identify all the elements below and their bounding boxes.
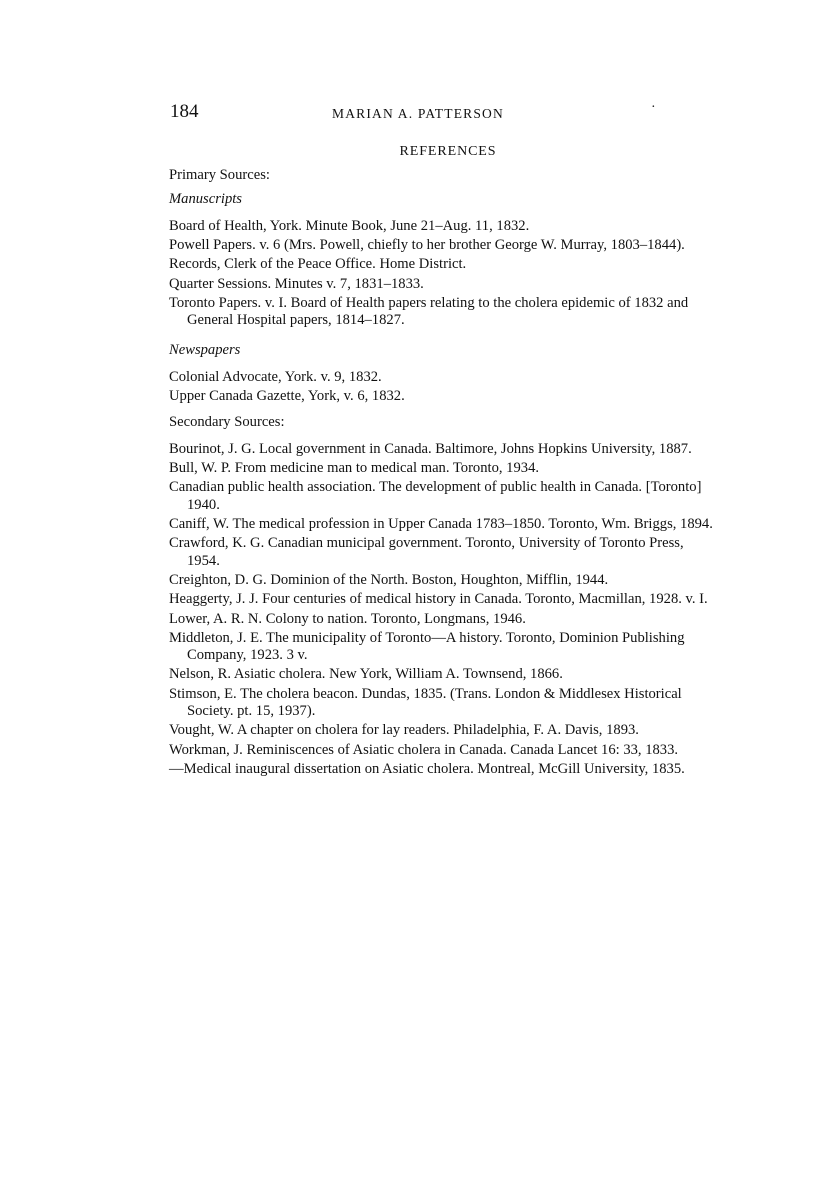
manuscript-item: Records, Clerk of the Peace Office. Home District.: [169, 256, 467, 273]
page-mark: ·: [651, 100, 656, 115]
references-heading: REFERENCES: [399, 144, 497, 159]
secondary-item: Lower, A. R. N. Colony to nation. Toronto, Longmans, 1946.: [169, 610, 526, 627]
manuscripts-label: Manuscripts: [169, 190, 242, 207]
manuscript-item: Toronto Papers. v. I. Board of Health papers relating to the cholera epidemic of 1832 and General Hospital papers, 1814–1827.: [169, 295, 689, 329]
secondary-item: Workman, J. Reminiscences of Asiatic cholera in Canada. Canada Lancet 16: 33, 1833.: [169, 741, 679, 758]
manuscript-item: Quarter Sessions. Minutes v. 7, 1831–1833.: [169, 275, 424, 292]
secondary-item: Canadian public health association. The development of public health in Canada. [Toronto] 1940.: [169, 479, 702, 513]
secondary-item: Nelson, R. Asiatic cholera. New York, William A. Townsend, 1866.: [169, 666, 563, 683]
secondary-item: Bourinot, J. G. Local government in Canada. Baltimore, Johns Hopkins University, 1887.: [169, 440, 692, 457]
secondary-sources-list: [169, 441, 713, 778]
secondary-item: Creighton, D. G. Dominion of the North. Boston, Houghton, Mifflin, 1944.: [169, 571, 609, 588]
secondary-item: Middleton, J. E. The municipality of Toronto—A history. Toronto, Dominion Publishing Company, 1923. 3 v.: [169, 629, 685, 664]
secondary-item: Caniff, W. The medical profession in Upper Canada 1783–1850. Toronto, Wm. Briggs, 1894.: [169, 516, 713, 533]
secondary-item: Vought, W. A chapter on cholera for lay readers. Philadelphia, F. A. Davis, 1893.: [169, 722, 639, 739]
secondary-item: Stimson, E. The cholera beacon. Dundas, 1835. (Trans. London & Middlesex Historical Society. pt. 15, 1937).: [169, 685, 682, 720]
references-section: [169, 143, 713, 790]
manuscript-item: Board of Health, York. Minute Book, June 21–Aug. 11, 1832.: [169, 217, 530, 234]
newspaper-item: Colonial Advocate, York. v. 9, 1832.: [169, 368, 382, 385]
secondary-item: —Medical inaugural dissertation on Asiatic cholera. Montreal, McGill University, 1835.: [169, 760, 685, 777]
page-number: 184: [170, 101, 199, 122]
running-head: MARIAN A. PATTERSON: [332, 106, 504, 121]
secondary-item: Heaggerty, J. J. Four centuries of medical history in Canada. Toronto, Macmillan, 1928. v. I.: [169, 591, 708, 608]
secondary-sources-label: Secondary Sources:: [169, 413, 285, 430]
newspapers-list: [169, 369, 713, 406]
newspaper-item: Upper Canada Gazette, York, v. 6, 1832.: [169, 388, 405, 405]
newspapers-label: Newspapers: [169, 341, 241, 358]
secondary-item: Bull, W. P. From medicine man to medical man. Toronto, 1934.: [169, 460, 540, 477]
secondary-item: Crawford, K. G. Canadian municipal government. Toronto, University of Toronto Press, 1954.: [169, 535, 684, 569]
primary-sources-label: Primary Sources:: [169, 167, 270, 184]
manuscripts-list: [169, 218, 713, 330]
manuscript-item: Powell Papers. v. 6 (Mrs. Powell, chiefly to her brother George W. Murray, 1803–1844).: [169, 237, 685, 254]
